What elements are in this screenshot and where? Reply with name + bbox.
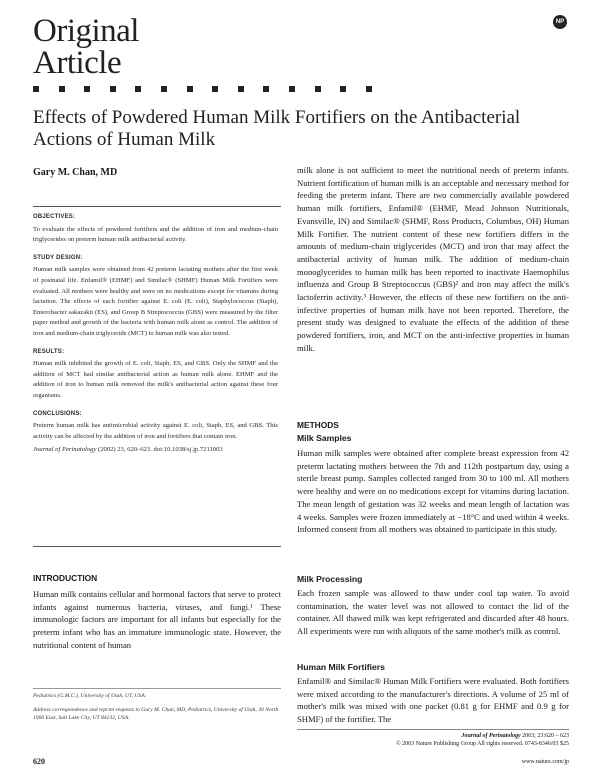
affiliation-footnote: Pediatrics (G.M.C.), University of Utah, UT, USA.: [33, 688, 281, 700]
fortifiers-heading: Human Milk Fortifiers: [297, 662, 385, 672]
citation: [33, 445, 278, 456]
introduction-text: Human milk contains cellular and hormonal factors that serve to protect infants against numerous bacteria, viruses, and fungi.¹ These immunologic factors are important for all infants but especially for the preterm infant who has an immature immunologic state. However, the nutritional content of human: [33, 589, 281, 650]
conclusions-heading: CONCLUSIONS:: [33, 410, 82, 417]
milk-processing-text: Each frozen sample was allowed to thaw under cool tap water. To avoid contamination, the water level was not allowed to contact the lid of the container. All thawed milk was kept refrigerated and discarded after 48 hours. All experiments were run with aliquots of the same mother's milk as control.: [297, 588, 569, 637]
study-design-text: Human milk samples were obtained from 42 preterm lactating mothers after the first week of postnatal life. Enfamil® (EHMF) and Similac® (SHMF) Human Milk Fortifiers were evaluated. All mothers were healthy and were on no medications except for vitamins during lactation. The effects of each fortifier against E. coli (E. coli), Staphylococcus (Staph), Enterobacter sakazakii (ES), and Group B Streptococcus (GBS) were measured by the filter paper method and growth of the bacteria with human milk alone as control. The addition of iron and medium-chain triglyceride (MCT) to human milk was also tested.: [33, 266, 278, 337]
citation-details: (2002) 23, 620–623. doi:10.1038/sj.jp.7211003: [98, 446, 223, 454]
introduction-continued-text: milk alone is not sufficient to meet the nutritional needs of preterm infants. Nutrient fortification of human milk is an acceptable and necessary method for feeding the preterm infant. There are two commercially available powdered human milk fortifiers, Enfamil® (EHMF, Mead Johnson Nutritionals, Evansville, IN) and Similac® (SHMF, Ross Products, Columbus, OH) Human Milk Fortifier. The nutrient content of these new fortifiers differs in the amounts of medium-chain triglycerides (MCT) and iron that may affect the antibacterial activity of human milk. The addition of medium-chain monoglycerides to human milk has been reported to inactivate Haemophilus influenza and Group B Streptococcus (GBS)² and iron may affect the milk's lactoferrin activity.³ However, the effects of these new fortifiers on the anti-infective properties of human milk have not been reported. Therefore, the present study was designed to evaluate the effects of the addition of these powdered fortifiers, iron, and MCT on the anti-infective properties in human milk.: [297, 165, 569, 353]
footer-rule: [297, 729, 569, 730]
footer-copyright: © 2003 Nature Publishing Group All rights reserved. 0743-8346/03 $25: [396, 741, 569, 747]
footer-journal-name: Journal of Perinatology: [461, 733, 521, 739]
milk-samples-text: Human milk samples were obtained after complete breast expression from 42 preterm lactating mothers between the 7th and 112th postpartum day, using a sterile breast pump. Samples collected ranged from 30 to 100 ml. All mothers were healthy and were on no medications except for vitamins during lactation. The mean length of gestation was 32 weeks and mean length of lactation was 4 weeks. Samples were frozen immediately at −18°C and used within 4 weeks. Informed consent from all mothers was obtained to participate in this study.: [297, 448, 569, 535]
milk-processing-heading: Milk Processing: [297, 574, 363, 584]
introduction-heading: INTRODUCTION: [33, 573, 98, 583]
abstract: [33, 212, 278, 456]
objectives-text: To evaluate the effects of powdered fortifiers and the addition of iron and medium-chain triglycerides on preterm human milk antibacterial activity.: [33, 225, 278, 244]
objectives-heading: OBJECTIVES:: [33, 214, 76, 220]
journal-footer: [350, 732, 569, 748]
journal-url: www.nature.com/jp: [521, 759, 569, 765]
journal-logo: NP: [553, 15, 567, 29]
article-title: [33, 107, 553, 151]
results-heading: RESULTS:: [33, 348, 65, 355]
results-text: Human milk inhibited the growth of E. coli, Staph, ES, and GBS. Only the SHMF and the addition of MCT had similar antibacterial action as human milk alone. EHMF and the addition of iron to human milk removed the milk's antibacterial action against these four organisms.: [33, 360, 278, 399]
citation-journal: Journal of Perinatology: [33, 446, 97, 454]
article-title-line1: Effects of Powdered Human Milk Fortifiers on the Antibacterial: [33, 107, 521, 128]
conclusions-text: Preterm human milk has antimicrobial activity against E. coli, Staph, ES, and GBS. This activity can be affected by the addition of iron and fortifiers that contain iron.: [33, 422, 278, 440]
methods-heading: METHODS: [297, 420, 339, 430]
address-footnote: Address correspondence and reprint requests to Gary M. Chan, MD, Pediatrics, University of Utah, 30 North 1900 East, Salt Lake City, UT 84132, USA.: [33, 707, 279, 722]
fortifiers-text: Enfamil® and Similac® Human Milk Fortifiers were evaluated. Both fortifiers were mixed according to the manufacturer's directions. A volume of 25 ml of mother's milk was mixed with one packet (0.81 g for EHMF and 0.9 g for SHMF) of the fortifier. The: [297, 676, 569, 725]
milk-samples-heading: Milk Samples: [297, 433, 352, 443]
article-title-line2: Actions of Human Milk: [33, 129, 216, 150]
abstract-top-rule: [33, 206, 281, 207]
page-number: 620: [33, 757, 45, 766]
study-design-heading: STUDY DESIGN:: [33, 254, 83, 261]
dot-rule: [33, 86, 372, 92]
section-label-line2: Article: [33, 45, 122, 81]
author-name: Gary M. Chan, MD: [33, 167, 118, 178]
footer-journal-info: 2003; 23:620 – 623: [522, 733, 569, 739]
section-label-line1: Original: [33, 13, 139, 49]
abstract-bottom-rule: [33, 546, 281, 547]
